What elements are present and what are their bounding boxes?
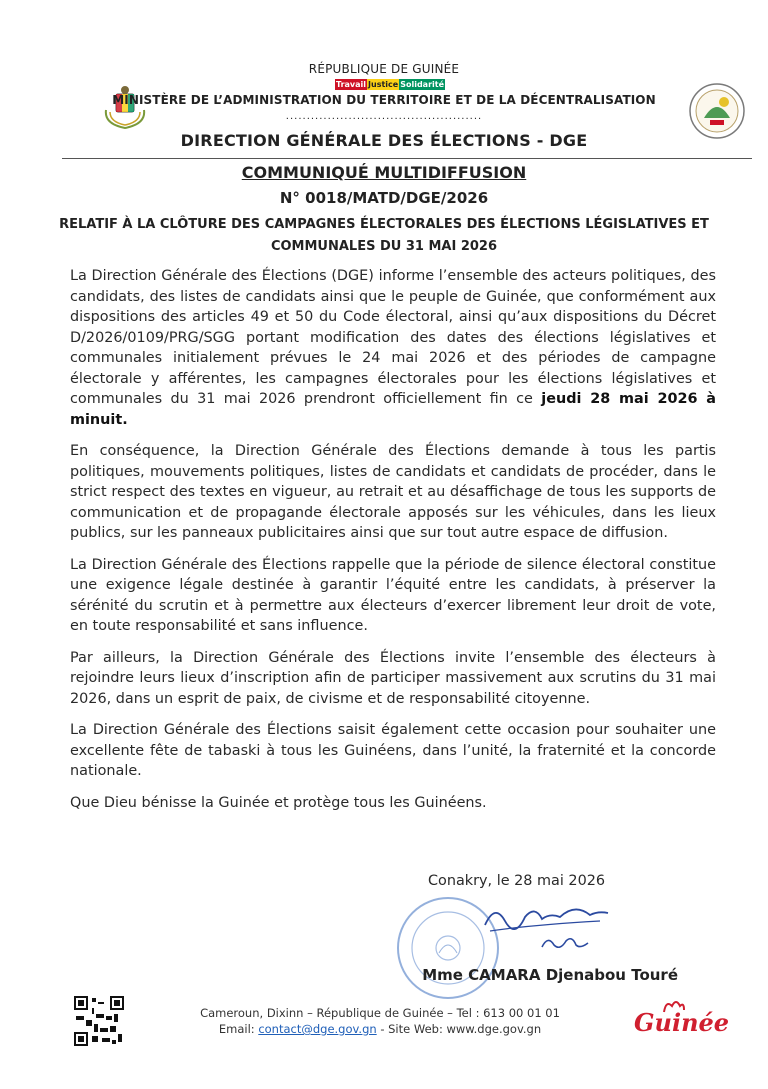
- body-paragraph-5: La Direction Générale des Élections saisit également cette occasion pour souhaiter une excellente fête de tabaski à tous les Guinéens, dans l’unité, la fraternité et la concorde nationale.: [70, 722, 716, 779]
- paragraph-1-text: La Direction Générale des Élections (DGE) informe l’ensemble des acteurs politiques, des candidats, des listes de candidats ainsi que le peuple de Guinée, que conformément aux dispositions des articles 49 et 50 du Code électoral, ainsi qu’aux dispositions du Décret D/2026/0109/PRG/SGG portant modification des dates des élections législatives et communales initialement prévues le 24 mai 2026 et des périodes de campagne électorale y afférentes, les campagnes électorales pour les élections législatives et communales du 31 mai 2026 prendront officiellement fin ce: [70, 268, 716, 407]
- closing-deadline: jeudi 28 mai 2026 à minuit.: [70, 391, 717, 428]
- website-text: - Site Web: www.dge.gov.gn: [376, 1022, 542, 1036]
- footer-contact: [150, 1005, 610, 1037]
- motto-travail: Travail: [336, 80, 367, 89]
- coat-of-arms-icon: [100, 84, 150, 130]
- email-label: Email:: [218, 1022, 259, 1036]
- body-paragraph-2: En conséquence, la Direction Générale des Élections demande à tous les partis politiques, mouvements politiques, listes de candidats et candidats de procéder, dans le strict respect des textes en vigueur, au retrait et au désaffichage de tous les supports de communication et de propagande électorale apposés sur les véhicules, dans les lieux publics, sur les panneaux publicitaires ainsi que sur tout autre espace de diffusion.: [70, 443, 716, 541]
- body-paragraph-6: Que Dieu bénisse la Guinée et protège tous les Guinéens.: [70, 794, 487, 811]
- ministry-heading: MINISTÈRE DE L’ADMINISTRATION DU TERRITOIRE ET DE LA DÉCENTRALISATION: [112, 93, 656, 107]
- email-link[interactable]: contact@dge.gov.gn: [258, 1022, 377, 1036]
- communique-title: COMMUNIQUÉ MULTIDIFFUSION: [241, 163, 527, 182]
- body-paragraph-3: La Direction Générale des Élections rappelle que la période de silence électoral constitue une exigence légale destinée à garantir l’équité entre les candidats, à préserver la sérénité du scrutin et à permettre aux électeurs d’exercer librement leur droit de vote, en toute responsabilité et sans influence.: [70, 556, 716, 634]
- communique-number: N° 0018/MATD/DGE/2026: [279, 189, 489, 207]
- dotted-separator: ...............................................: [285, 111, 483, 122]
- republic-heading: RÉPUBLIQUE DE GUINÉE: [308, 62, 460, 76]
- place-date: Conakry, le 28 mai 2026: [428, 873, 606, 889]
- national-motto: [335, 79, 445, 90]
- signature-icon: [480, 895, 620, 965]
- qr-code-icon: [74, 996, 124, 1046]
- communique-subject: RELATIF À LA CLÔTURE DES CAMPAGNES ÉLECTORALES DES ÉLECTIONS LÉGISLATIVES ET COMMUNALES DU 31 MAI 2026: [59, 217, 709, 254]
- communique-body: [70, 266, 716, 824]
- direction-heading: DIRECTION GÉNÉRALE DES ÉLECTIONS - DGE: [180, 131, 588, 150]
- body-paragraph-4: Par ailleurs, la Direction Générale des Élections invite l’ensemble des électeurs à rejoindre leurs lieux d’inscription afin de participer massivement aux scrutins du 31 mai 2026, dans un esprit de paix, de civisme et de responsabilité citoyenne.: [70, 649, 716, 707]
- footer-contact-line: [150, 1021, 610, 1037]
- guinee-brand-logo: Guinée: [634, 1008, 730, 1037]
- footer-address: Cameroun, Dixinn – République de Guinée – Tel : 613 00 01 01: [200, 1006, 560, 1020]
- body-paragraph-1: [70, 266, 716, 430]
- header-divider: [62, 158, 752, 159]
- motto-solidarite: Solidarité: [400, 80, 445, 89]
- signer-name: Mme CAMARA Djenabou Touré: [422, 966, 678, 984]
- motto-justice: Justice: [368, 80, 399, 89]
